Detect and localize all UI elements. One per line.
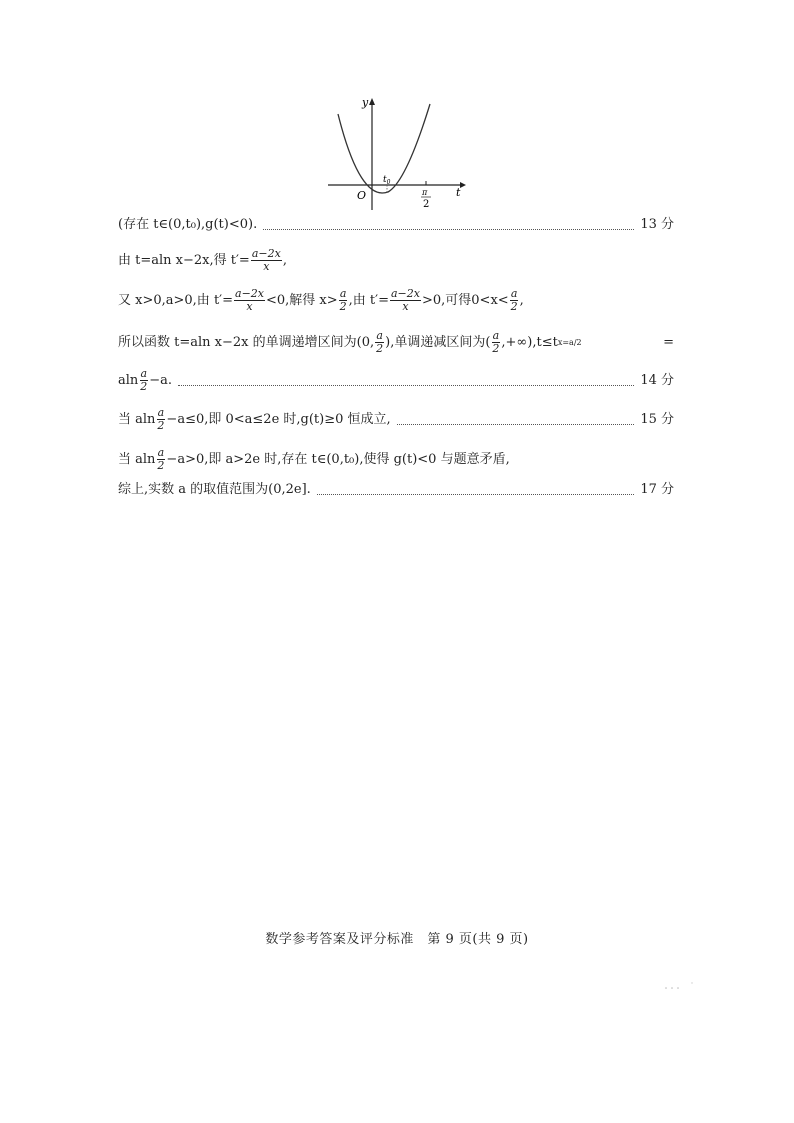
line-mid: <0,解得 x>: [266, 292, 338, 308]
frac-den: 2: [492, 342, 500, 355]
frac-num: a: [510, 287, 518, 300]
case-1-line: [118, 407, 674, 432]
line-mid: ,单调递减区间为: [390, 334, 486, 350]
line-end: =: [663, 334, 674, 350]
page-footer: 数学参考答案及评分标准 第 9 页(共 9 页): [265, 932, 529, 947]
frac-den: x: [246, 300, 253, 313]
interval-line: [118, 330, 674, 355]
frac-num: a: [492, 329, 500, 342]
frac-num: a: [157, 446, 165, 459]
frac-den: 2: [376, 342, 384, 355]
score-14: 14 分: [640, 372, 674, 388]
solution-line-13: [118, 215, 674, 235]
line-post: −a>0,即 a>2e 时,存在 t∈(0,t₀),使得 g(t)<0 与题意矛盾,: [166, 451, 510, 467]
frac-num: a−2x: [391, 287, 420, 300]
frac-den: 2: [510, 300, 518, 313]
parabola-graph: [320, 92, 470, 214]
fraction: [251, 248, 282, 273]
conclusion-line: [118, 480, 674, 500]
score-17: 17 分: [640, 482, 674, 497]
line-post: ,: [282, 252, 287, 268]
score-15: 15 分: [640, 411, 674, 427]
frac-num: a: [157, 406, 165, 419]
interval-1-fraction: [375, 330, 384, 355]
derivative-line: [118, 248, 674, 273]
pi-den: 2: [423, 199, 430, 210]
fraction: [156, 407, 165, 432]
y-axis-arrow: [369, 98, 375, 105]
monotonic-condition-line: [118, 288, 674, 313]
frac-den: 2: [157, 459, 165, 472]
fraction: [139, 368, 148, 393]
case-2-line: [118, 447, 674, 472]
fraction: [156, 447, 165, 472]
subscript: x=a/2: [557, 337, 582, 347]
line-post: −a≤0,即 0<a≤2e 时,g(t)≥0 恒成立,: [166, 411, 391, 427]
line-pre: 所以函数 t=aln x−2x 的单调递增区间为: [118, 334, 357, 350]
line-pre: 由 t=aln x−2x,得 t′=: [118, 252, 250, 268]
line-post: ,: [519, 292, 524, 308]
fraction-3: [390, 288, 421, 313]
line-pre: aln: [118, 372, 139, 388]
line-pre: 又 x>0,a>0,由 t′=: [118, 292, 234, 308]
interval-close: ): [385, 334, 391, 350]
fraction-4: [510, 288, 519, 313]
line-mid: >0,可得0<x<: [421, 292, 509, 308]
x-axis-arrow: [460, 182, 466, 188]
max-value-line: [118, 368, 674, 393]
dot-leader: [397, 423, 635, 425]
frac-den: 2: [140, 380, 148, 393]
line-text: (存在 t∈(0,t₀),g(t)<0).: [118, 217, 258, 232]
line-mid: ,由 t′=: [348, 292, 389, 308]
frac-den: x: [263, 260, 270, 273]
fraction-2: [339, 288, 348, 313]
line-text: 综上,实数 a 的取值范围为(0,2e].: [118, 482, 311, 497]
line-post: −a.: [149, 372, 173, 388]
t0-label: $t_0$: [383, 175, 391, 186]
line-pre: 当 aln: [118, 451, 156, 467]
interval-open: (: [485, 334, 491, 350]
pi-label: π: [422, 188, 428, 197]
frac-num: a−2x: [251, 247, 281, 260]
origin-label: O: [357, 189, 367, 202]
frac-den: 2: [339, 300, 347, 313]
line-pre: 当 aln: [118, 411, 156, 427]
frac-den: 2: [157, 419, 165, 432]
y-axis-label: y: [362, 96, 369, 109]
dot-leader: [178, 384, 634, 386]
dot-leader: [263, 228, 634, 230]
scan-speck-icon: [662, 980, 702, 992]
frac-num: a: [376, 329, 383, 342]
frac-num: a−2x: [235, 287, 264, 300]
frac-den: x: [402, 300, 409, 313]
frac-num: a: [140, 367, 148, 380]
interval-2-fraction: [491, 330, 500, 355]
fraction-1: [234, 288, 265, 313]
interval-open: (0,: [356, 334, 375, 350]
score-13: 13 分: [640, 217, 674, 232]
frac-num: a: [339, 287, 347, 300]
interval-close: ,+∞): [501, 334, 533, 350]
dot-leader: [317, 493, 635, 495]
line-post: ,t≤t: [532, 334, 558, 350]
x-axis-label: t: [456, 186, 461, 199]
